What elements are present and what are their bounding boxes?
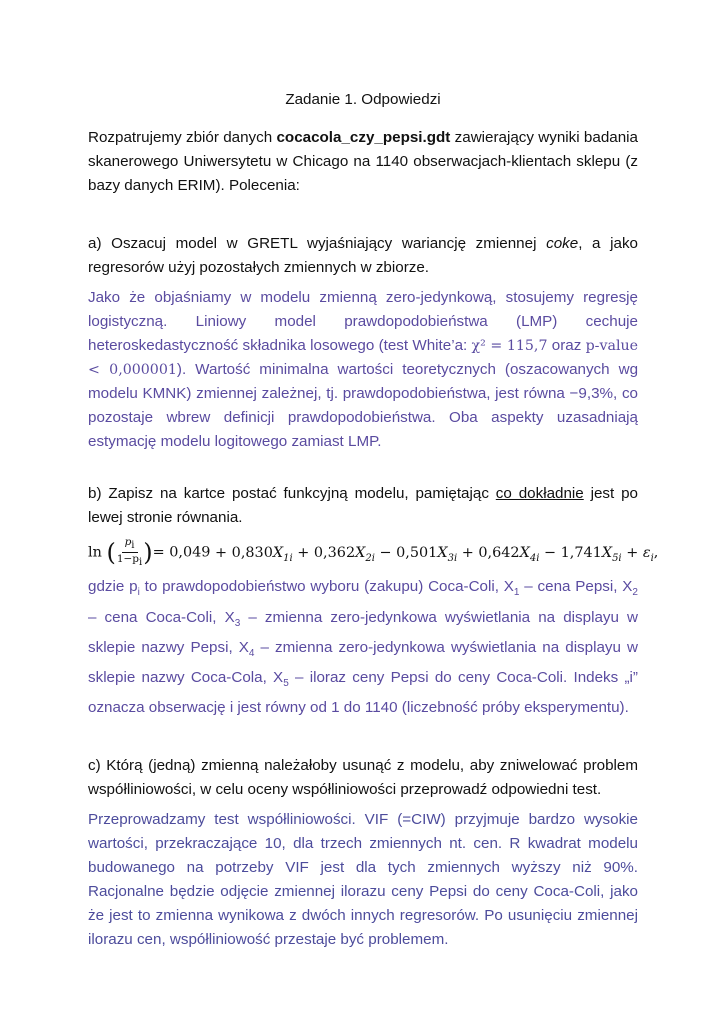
right-paren: ) [143, 538, 153, 567]
equation-comma: , [653, 544, 659, 561]
answer-a [88, 286, 638, 454]
answer-a-text: Jako że objaśniamy w modelu zmienną zero-jedynkową, stosujemy regresję logistyczną. Liniowy model prawdopodobieństwa (LMP) cechuje heteroskedastyczność składnika losowego (test White’a: [88, 289, 638, 354]
answer-b [88, 575, 638, 719]
equation-variable: X [601, 544, 613, 561]
document-title: Zadanie 1. Odpowiedzi [285, 91, 441, 108]
question-b [88, 482, 638, 530]
equation-variable: X [519, 544, 530, 561]
equation-subscript: 2i [365, 552, 375, 564]
equation-variable: X [355, 544, 366, 561]
equation-coefficient: 0,830 [231, 544, 273, 561]
equation-term [153, 545, 211, 561]
equation-term [374, 544, 458, 564]
question-b-underlined: co dokładnie [495, 485, 584, 502]
equation-operator: + [292, 544, 314, 561]
answer-b-subscript: 4 [248, 647, 255, 659]
question-a-text-end: , a jako regresorów użyj pozostałych zmiennych w zbiorze. [88, 235, 638, 276]
answer-b-text: gdzie p [88, 578, 138, 596]
question-b-text: b) Zapisz na kartce postać funkcyjną modelu, pamiętając [88, 485, 496, 502]
equation-coefficient: 0,642 [478, 544, 520, 561]
denominator-sub: i [139, 557, 143, 569]
answer-a-conjunction: oraz [547, 337, 586, 354]
dataset-name: cocacola_czy_pepsi.gdt [276, 129, 451, 146]
equation-subscript: i [650, 552, 654, 564]
answer-b-text: – cena Coca-Coli, X [88, 608, 235, 626]
equation-operator: + [210, 544, 232, 561]
spacer [88, 720, 638, 754]
equation-coefficient: 0,501 [396, 544, 438, 561]
denominator-symbol: 1−p [116, 553, 140, 566]
answer-c: Przeprowadzamy test współliniowości. VIF (=CIW) przyjmuje bardzo wysokie wartości, przekraczające 10, dla trzech zmiennych nt. cen. R kwadrat modelu budowanego na potrzeby VIF jest dla tych zmiennych wyższy niż 90%. Racjonalne będzie odjęcie zmiennej ilorazu ceny Pepsi do ceny Coca-Coli, jako że jest to zmienna wynikowa z dwóch innych regresorów. Po usunięciu zmiennej ilorazu cen, współliniowość przestaje być problemem. [88, 810, 638, 948]
answer-b-text: to prawdopodobieństwo wyboru (zakupu) Coca-Coli, X [139, 578, 514, 596]
equation-subscript: 1i [283, 552, 293, 564]
numerator-symbol: p [124, 536, 132, 548]
equation-term [457, 544, 540, 564]
answer-b-subscript: 2 [632, 587, 638, 599]
equation-coefficient: 0,049 [169, 544, 211, 561]
equation-operator: = [152, 544, 170, 561]
intro-text-after: zawierający wyniki badania skanerowego Uniwersytetu w Chicago na 1140 obserwacjach-klientach sklepu (z bazy danych ERIM). Polecenia: [88, 129, 638, 194]
numerator-sub: i [131, 540, 135, 552]
intro-paragraph [88, 126, 638, 198]
question-c: c) Którą (jedną) zmienną należałoby usunąć z modelu, aby zniwelować problem współliniowości, w celu oceny współliniowości przeprowadź odpowiedni test. [88, 756, 638, 798]
fraction-numerator [122, 536, 138, 553]
left-paren: ( [106, 538, 116, 567]
equation-term [539, 544, 622, 564]
answer-b-text: – zmienna zero-jedynkowa wyświetlania na displayu w sklepie nazwy Coca-Cola, X [88, 638, 639, 686]
equation-variable: X [437, 544, 448, 561]
answer-b-subscript: i [137, 587, 140, 599]
question-a [88, 232, 638, 280]
question-b-text-end: jest po lewej stronie równania. [88, 485, 638, 526]
question-a-text: a) Oszacuj model w GRETL wyjaśniający wariancję zmiennej [88, 235, 547, 252]
equation-subscript: 4i [529, 552, 540, 564]
equation-variable: X [272, 544, 284, 561]
question-a-variable: coke [546, 235, 579, 252]
answer-b-text: – iloraz ceny Pepsi do ceny Coca-Coli. Indeks „i” oznacza obserwację i jest równy od 1 do 1140 (liczebność próby eksperymentu). [88, 668, 638, 716]
equation-subscript: 5i [612, 552, 622, 564]
answer-b-subscript: 5 [283, 677, 289, 689]
equation-term [210, 544, 293, 564]
answer-b-subscript: 3 [234, 617, 241, 629]
equation-coefficient: 0,362 [313, 544, 356, 561]
equation-rhs [152, 544, 654, 564]
equation-term [292, 544, 375, 564]
equation-coefficient: 1,741 [560, 544, 602, 561]
equation-operator: − [539, 544, 561, 561]
fraction-denominator [117, 553, 142, 569]
p-value: p-value < 0,000001 [88, 338, 639, 378]
equation-subscript: 3i [447, 552, 458, 564]
answer-b-text: – zmienna zero-jedynkowa wyświetlania na displayu w sklepie nazwy Pepsi, X [88, 608, 638, 656]
answer-a-text-end: ). Wartość minimalna wartości teoretycznych (oszacowanych wg modelu KMNK) zmiennej zależnej, tj. prawdopodobieństwa, jest równa −9,3%, co pozostaje wbrew definicji prawdopodobieństwa. Oba aspekty uzasadniają estymację modelu logitowego zamiast LMP. [88, 361, 639, 450]
intro-text-before: Rozpatrujemy zbiór danych [88, 129, 277, 146]
equation-term [621, 544, 654, 564]
equation-operator: + [457, 544, 479, 561]
odds-fraction [117, 536, 142, 569]
equation-variable: ε [642, 544, 651, 561]
ln-symbol: ln [88, 544, 102, 561]
answer-b-text: – cena Pepsi, X [519, 578, 633, 596]
equation-operator: + [621, 544, 643, 561]
model-equation [88, 536, 659, 573]
equation-operator: − [374, 544, 397, 561]
chi-square-value: χ² = 115,7 [471, 338, 548, 354]
document-page [88, 88, 659, 952]
spacer [88, 454, 638, 482]
answer-b-subscript: 1 [513, 587, 520, 599]
